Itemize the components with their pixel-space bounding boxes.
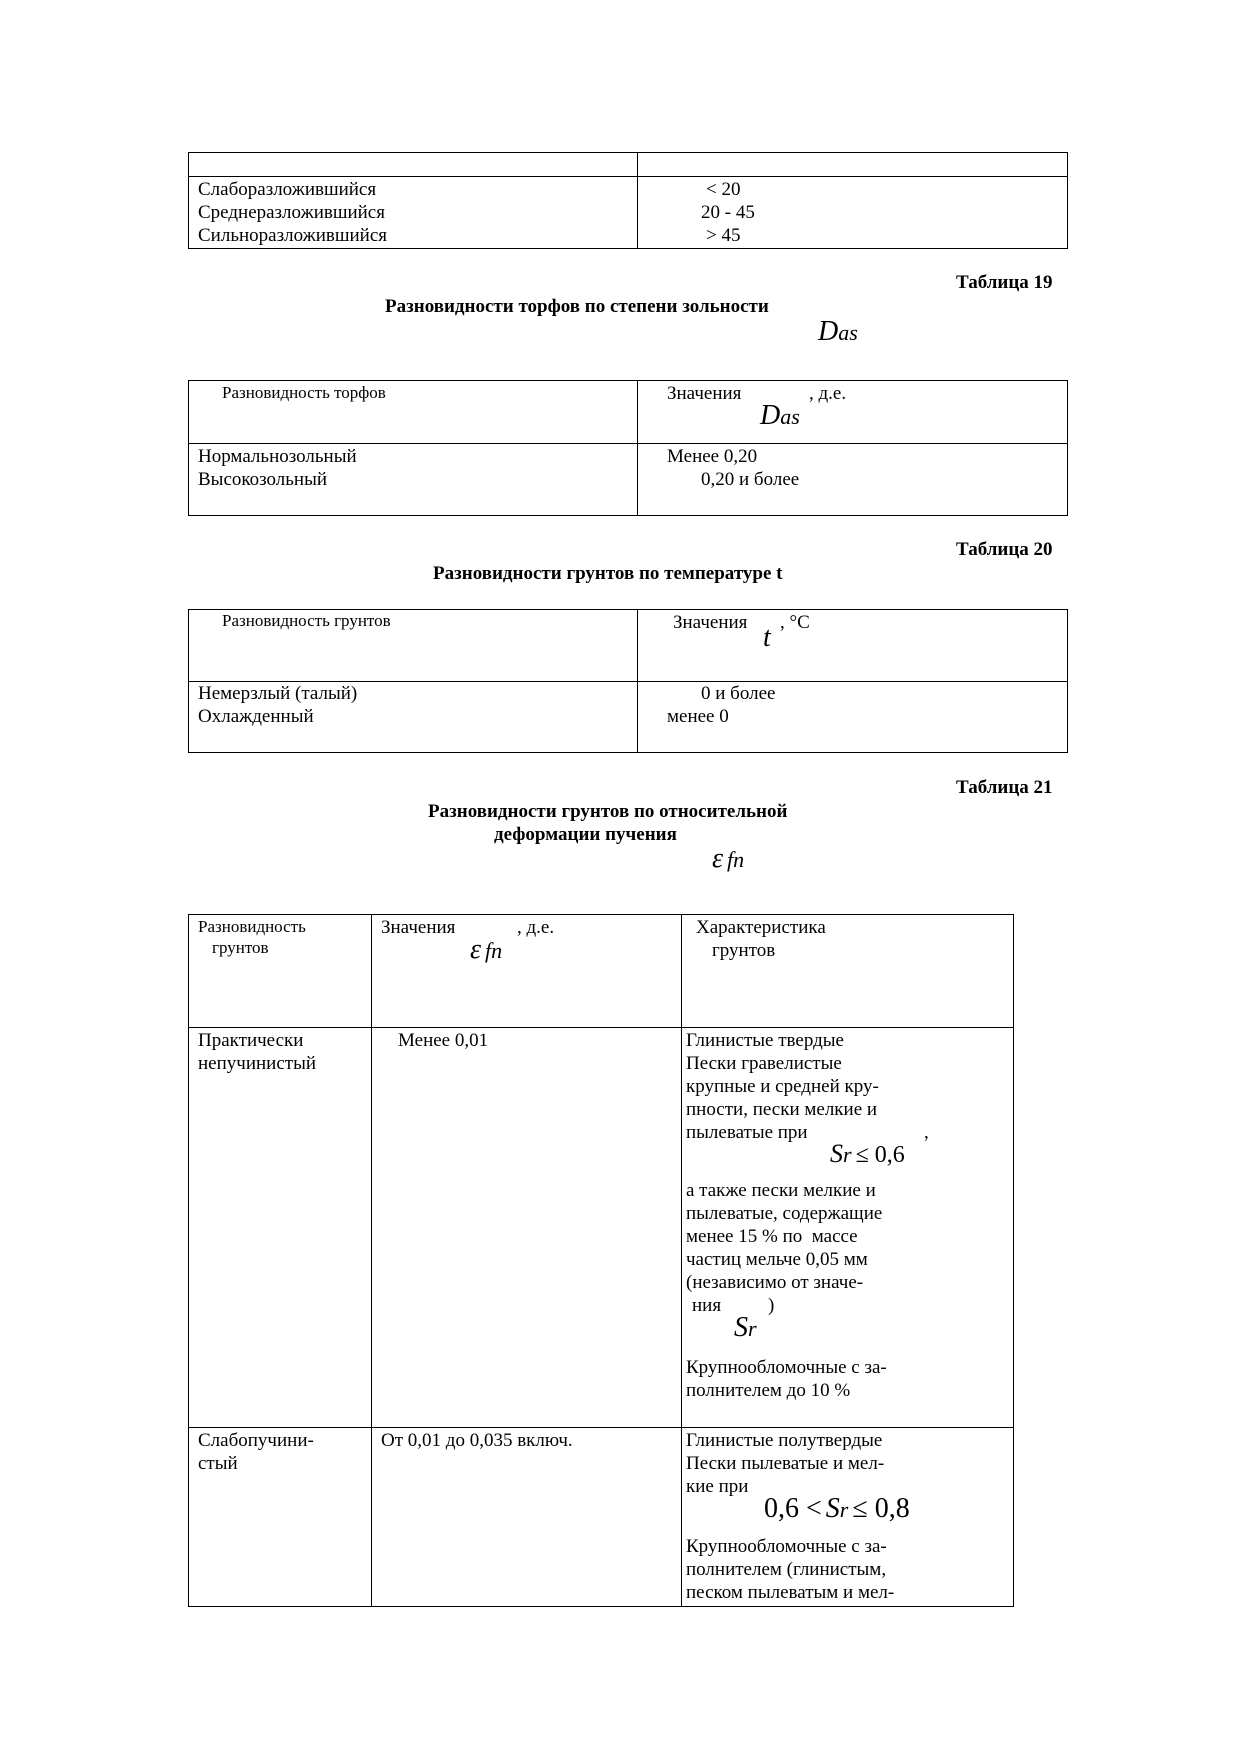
table20-col1-header: Разновидность грунтов bbox=[222, 611, 391, 630]
table21-row2-desc-b-1: Крупнообломочные с за- bbox=[686, 1536, 887, 1557]
table21-row2-desc-a-3: кие при bbox=[686, 1476, 749, 1497]
table21-col1-header-line1: Разновидность bbox=[198, 917, 306, 936]
table20-number: Таблица 20 bbox=[956, 539, 1053, 560]
top-row-3-name: Сильноразложившийся bbox=[198, 225, 388, 246]
table19-number: Таблица 19 bbox=[956, 272, 1053, 293]
table20-row-1-value: 0 и более bbox=[701, 683, 776, 704]
table21-row2-desc-a-2: Пески пылеватые и мел- bbox=[686, 1453, 885, 1474]
table21-col3-header-line2: грунтов bbox=[712, 940, 776, 961]
table20-col2-header: Значения bbox=[673, 612, 748, 633]
table21-row1-desc-b-4: частиц мельче 0,05 мм bbox=[686, 1249, 868, 1270]
table21-row1-desc-b-6: ния bbox=[692, 1295, 722, 1316]
table21-row2-desc-b-3: песком пылеватым и мел- bbox=[686, 1582, 895, 1603]
table21-number: Таблица 21 bbox=[956, 777, 1053, 798]
table20-title: Разновидности грунтов по температуре t bbox=[433, 563, 783, 584]
table21-row1-comma: , bbox=[924, 1122, 929, 1143]
table19-col2-header: Значения bbox=[667, 383, 742, 404]
table19-row-2-name: Высокозольный bbox=[198, 469, 328, 490]
table20-row-2-value: менее 0 bbox=[667, 706, 729, 727]
table21-row1-value: Менее 0,01 bbox=[398, 1030, 489, 1051]
table21-row2-desc-b-2: полнителем (глинистым, bbox=[686, 1559, 887, 1580]
table19-header-symbol: Das bbox=[760, 400, 800, 431]
table21-row1-name-line2: непучинистый bbox=[198, 1053, 316, 1074]
table21-row1-desc-c-2: полнителем до 10 % bbox=[686, 1380, 851, 1401]
table21-row1-desc-a-3: крупные и средней кру- bbox=[686, 1076, 879, 1097]
top-row-1-value: < 20 bbox=[706, 179, 741, 200]
table21-title-symbol: ε fn bbox=[712, 843, 745, 874]
table21-row1-desc-a-5: пылеватые при bbox=[686, 1122, 808, 1143]
table21-row1-paren: ) bbox=[768, 1295, 775, 1316]
top-row-2-value: 20 - 45 bbox=[701, 202, 755, 223]
table21-row2-value: От 0,01 до 0,035 включ. bbox=[381, 1430, 573, 1451]
table21-row2-desc-a-1: Глинистые полутвердые bbox=[686, 1430, 883, 1451]
top-row-3-value: > 45 bbox=[706, 225, 741, 246]
top-row-1-name: Слаборазложившийся bbox=[198, 179, 377, 200]
table21-row1-desc-b-5: (независимо от значе- bbox=[686, 1272, 864, 1293]
table21-col2-unit: , д.е. bbox=[517, 917, 555, 938]
table21-row1-name-line1: Практически bbox=[198, 1030, 304, 1051]
table21-row1-desc-b-2: пылеватые, содержащие bbox=[686, 1203, 883, 1224]
table21-title-line2: деформации пучения bbox=[494, 824, 677, 845]
table21-row2-condition: 0,6 < Sr ≤ 0,8 bbox=[764, 1493, 910, 1524]
table21-row2-name-line2: стый bbox=[198, 1453, 238, 1474]
table21-col2-header: Значения bbox=[381, 917, 456, 938]
table21-row2-name-line1: Слабопучини- bbox=[198, 1430, 314, 1451]
table21-row1-desc-a-2: Пески гравелистые bbox=[686, 1053, 842, 1074]
table21-col1-header-line2: грунтов bbox=[212, 938, 269, 957]
table21-header-symbol: ε fn bbox=[470, 934, 503, 965]
table19-row-2-value: 0,20 и более bbox=[701, 469, 800, 490]
table21-row1-desc-c-1: Крупнообломочные с за- bbox=[686, 1357, 887, 1378]
table19-col2-unit: , д.е. bbox=[809, 383, 847, 404]
table20-row-1-name: Немерзлый (талый) bbox=[198, 683, 358, 704]
table19-title: Разновидности торфов по степени зольности bbox=[385, 296, 769, 317]
table19-col1-header: Разновидность торфов bbox=[222, 383, 386, 402]
table21-row1-desc-a-4: пности, пески мелкие и bbox=[686, 1099, 878, 1120]
table19-title-symbol: Das bbox=[818, 316, 858, 347]
table21-row1-desc-b-1: а также пески мелкие и bbox=[686, 1180, 876, 1201]
table21-col3-header-line1: Характеристика bbox=[696, 917, 826, 938]
top-row-2-name: Среднеразложившийся bbox=[198, 202, 385, 223]
table21-title-line1: Разновидности грунтов по относительной bbox=[428, 801, 788, 822]
table19-row-1-value: Менее 0,20 bbox=[667, 446, 758, 467]
table20-col2-unit: , °С bbox=[780, 612, 810, 633]
table21-row1-desc-a-1: Глинистые твердые bbox=[686, 1030, 844, 1051]
table19-row-1-name: Нормальнозольный bbox=[198, 446, 357, 467]
table21-row1-desc-b-3: менее 15 % по массе bbox=[686, 1226, 858, 1247]
table20-header-symbol: t bbox=[763, 622, 771, 653]
table20-row-2-name: Охлажденный bbox=[198, 706, 314, 727]
table21-row1-condition-1: Sr ≤ 0,6 bbox=[830, 1139, 905, 1168]
table21-row1-condition-2: Sr bbox=[734, 1312, 757, 1343]
